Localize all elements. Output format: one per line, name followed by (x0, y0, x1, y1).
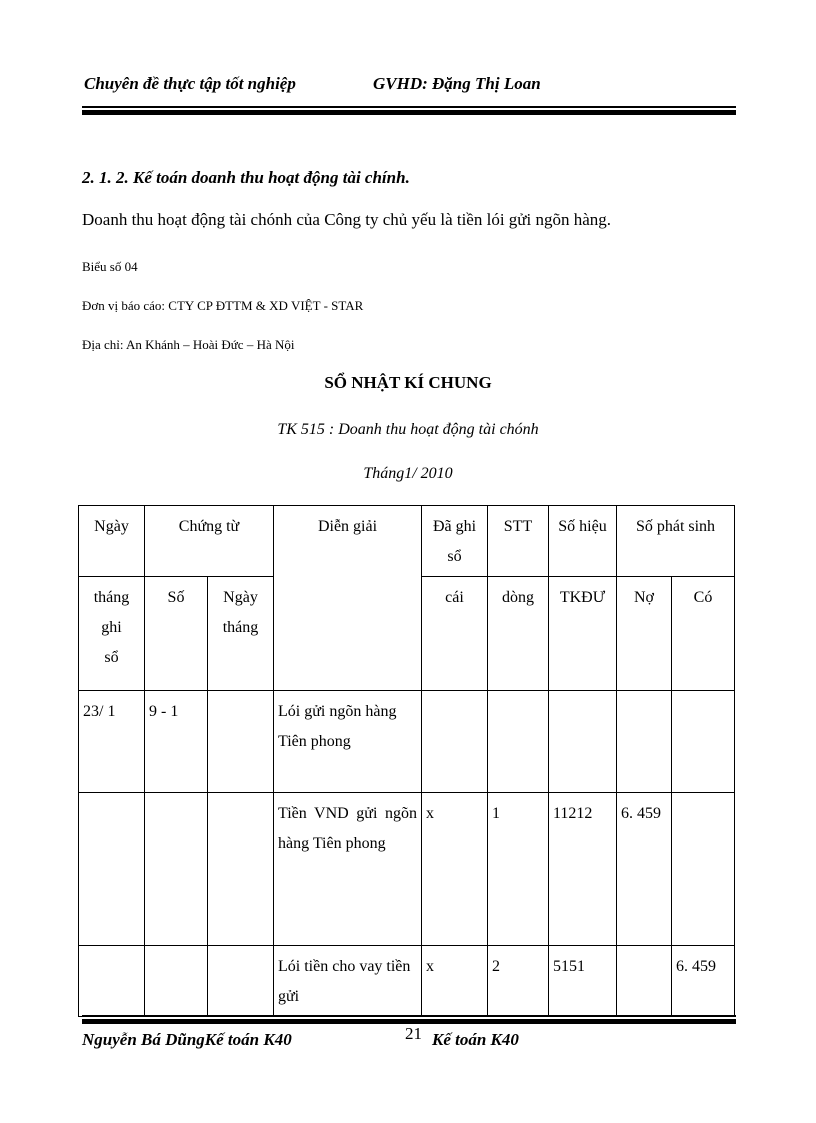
cell-line: 2 (488, 946, 549, 1017)
table-row (79, 691, 735, 793)
header-credit: Có (672, 577, 735, 691)
header-rule-thin (82, 106, 736, 108)
header-date-l3: sổ (104, 649, 119, 666)
cell-line (488, 691, 549, 793)
header-title-right: GVHD: Đặng Thị Loan (373, 74, 541, 93)
cell-voucher-no (145, 946, 208, 1017)
header-debit: Nợ (617, 577, 672, 691)
header-date-cont (79, 577, 145, 691)
form-number: Biểu số 04 (82, 259, 138, 274)
cell-posted: x (422, 946, 488, 1017)
ledger-period: Tháng1/ 2010 (363, 465, 453, 482)
footer-rule-thin (82, 1015, 736, 1017)
cell-credit (672, 793, 735, 946)
cell-debit (617, 946, 672, 1017)
cell-line: 1 (488, 793, 549, 946)
cell-voucher-date (208, 793, 274, 946)
ledger-table (78, 505, 735, 1017)
header-date-l1: Ngày (94, 518, 129, 535)
cell-posted: x (422, 793, 488, 946)
header-description: Diễn giải (274, 506, 422, 691)
cell-date (79, 793, 145, 946)
cell-voucher-no: 9 - 1 (145, 691, 208, 793)
table-row (79, 946, 735, 1017)
cell-voucher-date (208, 691, 274, 793)
header-voucher-no: Số (145, 577, 208, 691)
footer-author: Nguyễn Bá DũngKế toán K40 (82, 1030, 292, 1049)
address: Địa chỉ: An Khánh – Hoài Đức – Hà Nội (82, 337, 295, 352)
header-row-1 (79, 506, 735, 577)
cell-account: 11212 (549, 793, 617, 946)
table-row (79, 793, 735, 946)
cell-date: 23/ 1 (79, 691, 145, 793)
cell-description: Lói gửi ngõn hàng Tiên phong (274, 691, 422, 793)
cell-description: Tiền VND gửi ngõn hàng Tiên phong (274, 793, 422, 946)
header-posted-cont: cái (422, 577, 488, 691)
header-account: Số hiệu (549, 506, 617, 577)
intro-paragraph: Doanh thu hoạt động tài chónh của Công ty chủ yếu là tiền lói gửi ngõn hàng. (82, 210, 612, 229)
section-title: 2. 1. 2. Kế toán doanh thu hoạt động tài chính. (82, 168, 410, 187)
header-voucher-date-l2: tháng (222, 619, 259, 636)
page-number: 21 (405, 1024, 422, 1043)
cell-account: 5151 (549, 946, 617, 1017)
header-voucher-date-l1: Ngày (223, 589, 258, 606)
cell-credit: 6. 459 (672, 946, 735, 1017)
header-account-cont: TKĐƯ (549, 577, 617, 691)
header-rule-thick (82, 110, 736, 115)
cell-voucher-no (145, 793, 208, 946)
reporting-unit: Đơn vị báo cáo: CTY CP ĐTTM & XD VIỆT - STAR (82, 298, 364, 313)
header-amount: Số phát sinh (617, 506, 735, 577)
footer-class: Kế toán K40 (432, 1030, 519, 1049)
header-date-l2: tháng ghi (93, 589, 130, 636)
cell-credit (672, 691, 735, 793)
cell-debit: 6. 459 (617, 793, 672, 946)
cell-posted (422, 691, 488, 793)
header-voucher-date (208, 577, 274, 691)
header-line-cont: dòng (488, 577, 549, 691)
header-line: STT (488, 506, 549, 577)
header-title-left: Chuyên đề thực tập tốt nghiệp (84, 74, 296, 93)
header-date (79, 506, 145, 577)
cell-debit (617, 691, 672, 793)
ledger-account: TK 515 : Doanh thu hoạt động tài chónh (277, 421, 539, 438)
header-posted: Đã ghi sổ (422, 506, 488, 577)
ledger-title: SỔ NHẬT KÍ CHUNG (324, 373, 492, 392)
header-voucher: Chứng từ (145, 506, 274, 577)
cell-description: Lói tiền cho vay tiền gửi (274, 946, 422, 1017)
cell-account (549, 691, 617, 793)
cell-voucher-date (208, 946, 274, 1017)
cell-date (79, 946, 145, 1017)
